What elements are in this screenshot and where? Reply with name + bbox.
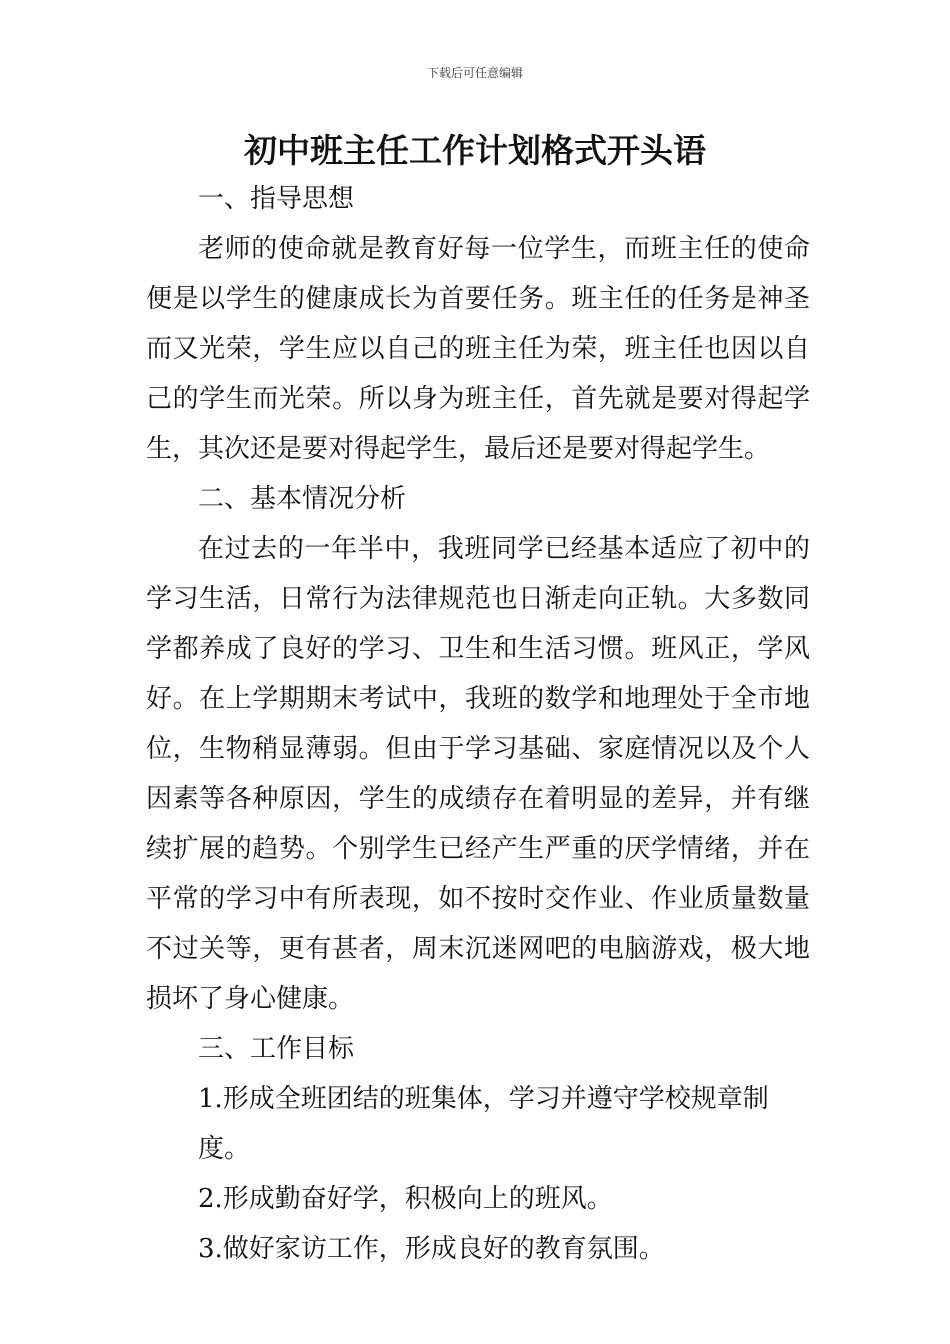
goal-item: 1.形成全班团结的班集体，学习并遵守学校规章制度。 <box>198 1084 769 1164</box>
header-note: 下载后可任意编辑 <box>426 66 523 80</box>
goal-item: 3.做好家访工作，形成良好的教育氛围。 <box>198 1234 665 1264</box>
goal-item: 2.形成勤奋好学，积极向上的班风。 <box>198 1184 613 1214</box>
section-paragraph-situation-analysis: 在过去的一年半中，我班同学已经基本适应了初中的学习生活，日常行为法律规范也日渐走向正轨。大多数同学都养成了良好的学习、卫生和生活习惯。班风正，学风好。在上学期期末考试中，我班的数学和地理处于全市地位，生物稍显薄弱。但由于学习基础、家庭情况以及个人因素等各种原因，学生的成绩存在着明显的差异，并有继续扩展的趋势。个别学生已经产生严重的厌学情绪，并在平常的学习中有所表现，如不按时交作业、作业质量数量不过关等，更有甚者，周末沉迷网吧的电脑游戏，极大地损坏了身心健康。 <box>146 534 810 1014</box>
document-title: 初中班主任工作计划格式开头语 <box>244 131 706 170</box>
document-body <box>146 174 810 1274</box>
section-heading-work-goals: 三、工作目标 <box>198 1034 355 1064</box>
section-heading-guiding-ideology: 一、指导思想 <box>198 184 355 214</box>
section-heading-situation-analysis: 二、基本情况分析 <box>198 484 407 514</box>
section-paragraph-guiding-ideology: 老师的使命就是教育好每一位学生，而班主任的使命便是以学生的健康成长为首要任务。班主任的任务是神圣而又光荣，学生应以自己的班主任为荣，班主任也因以自己的学生而光荣。所以身为班主任，首先就是要对得起学生，其次还是要对得起学生，最后还是要对得起学生。 <box>146 234 810 464</box>
